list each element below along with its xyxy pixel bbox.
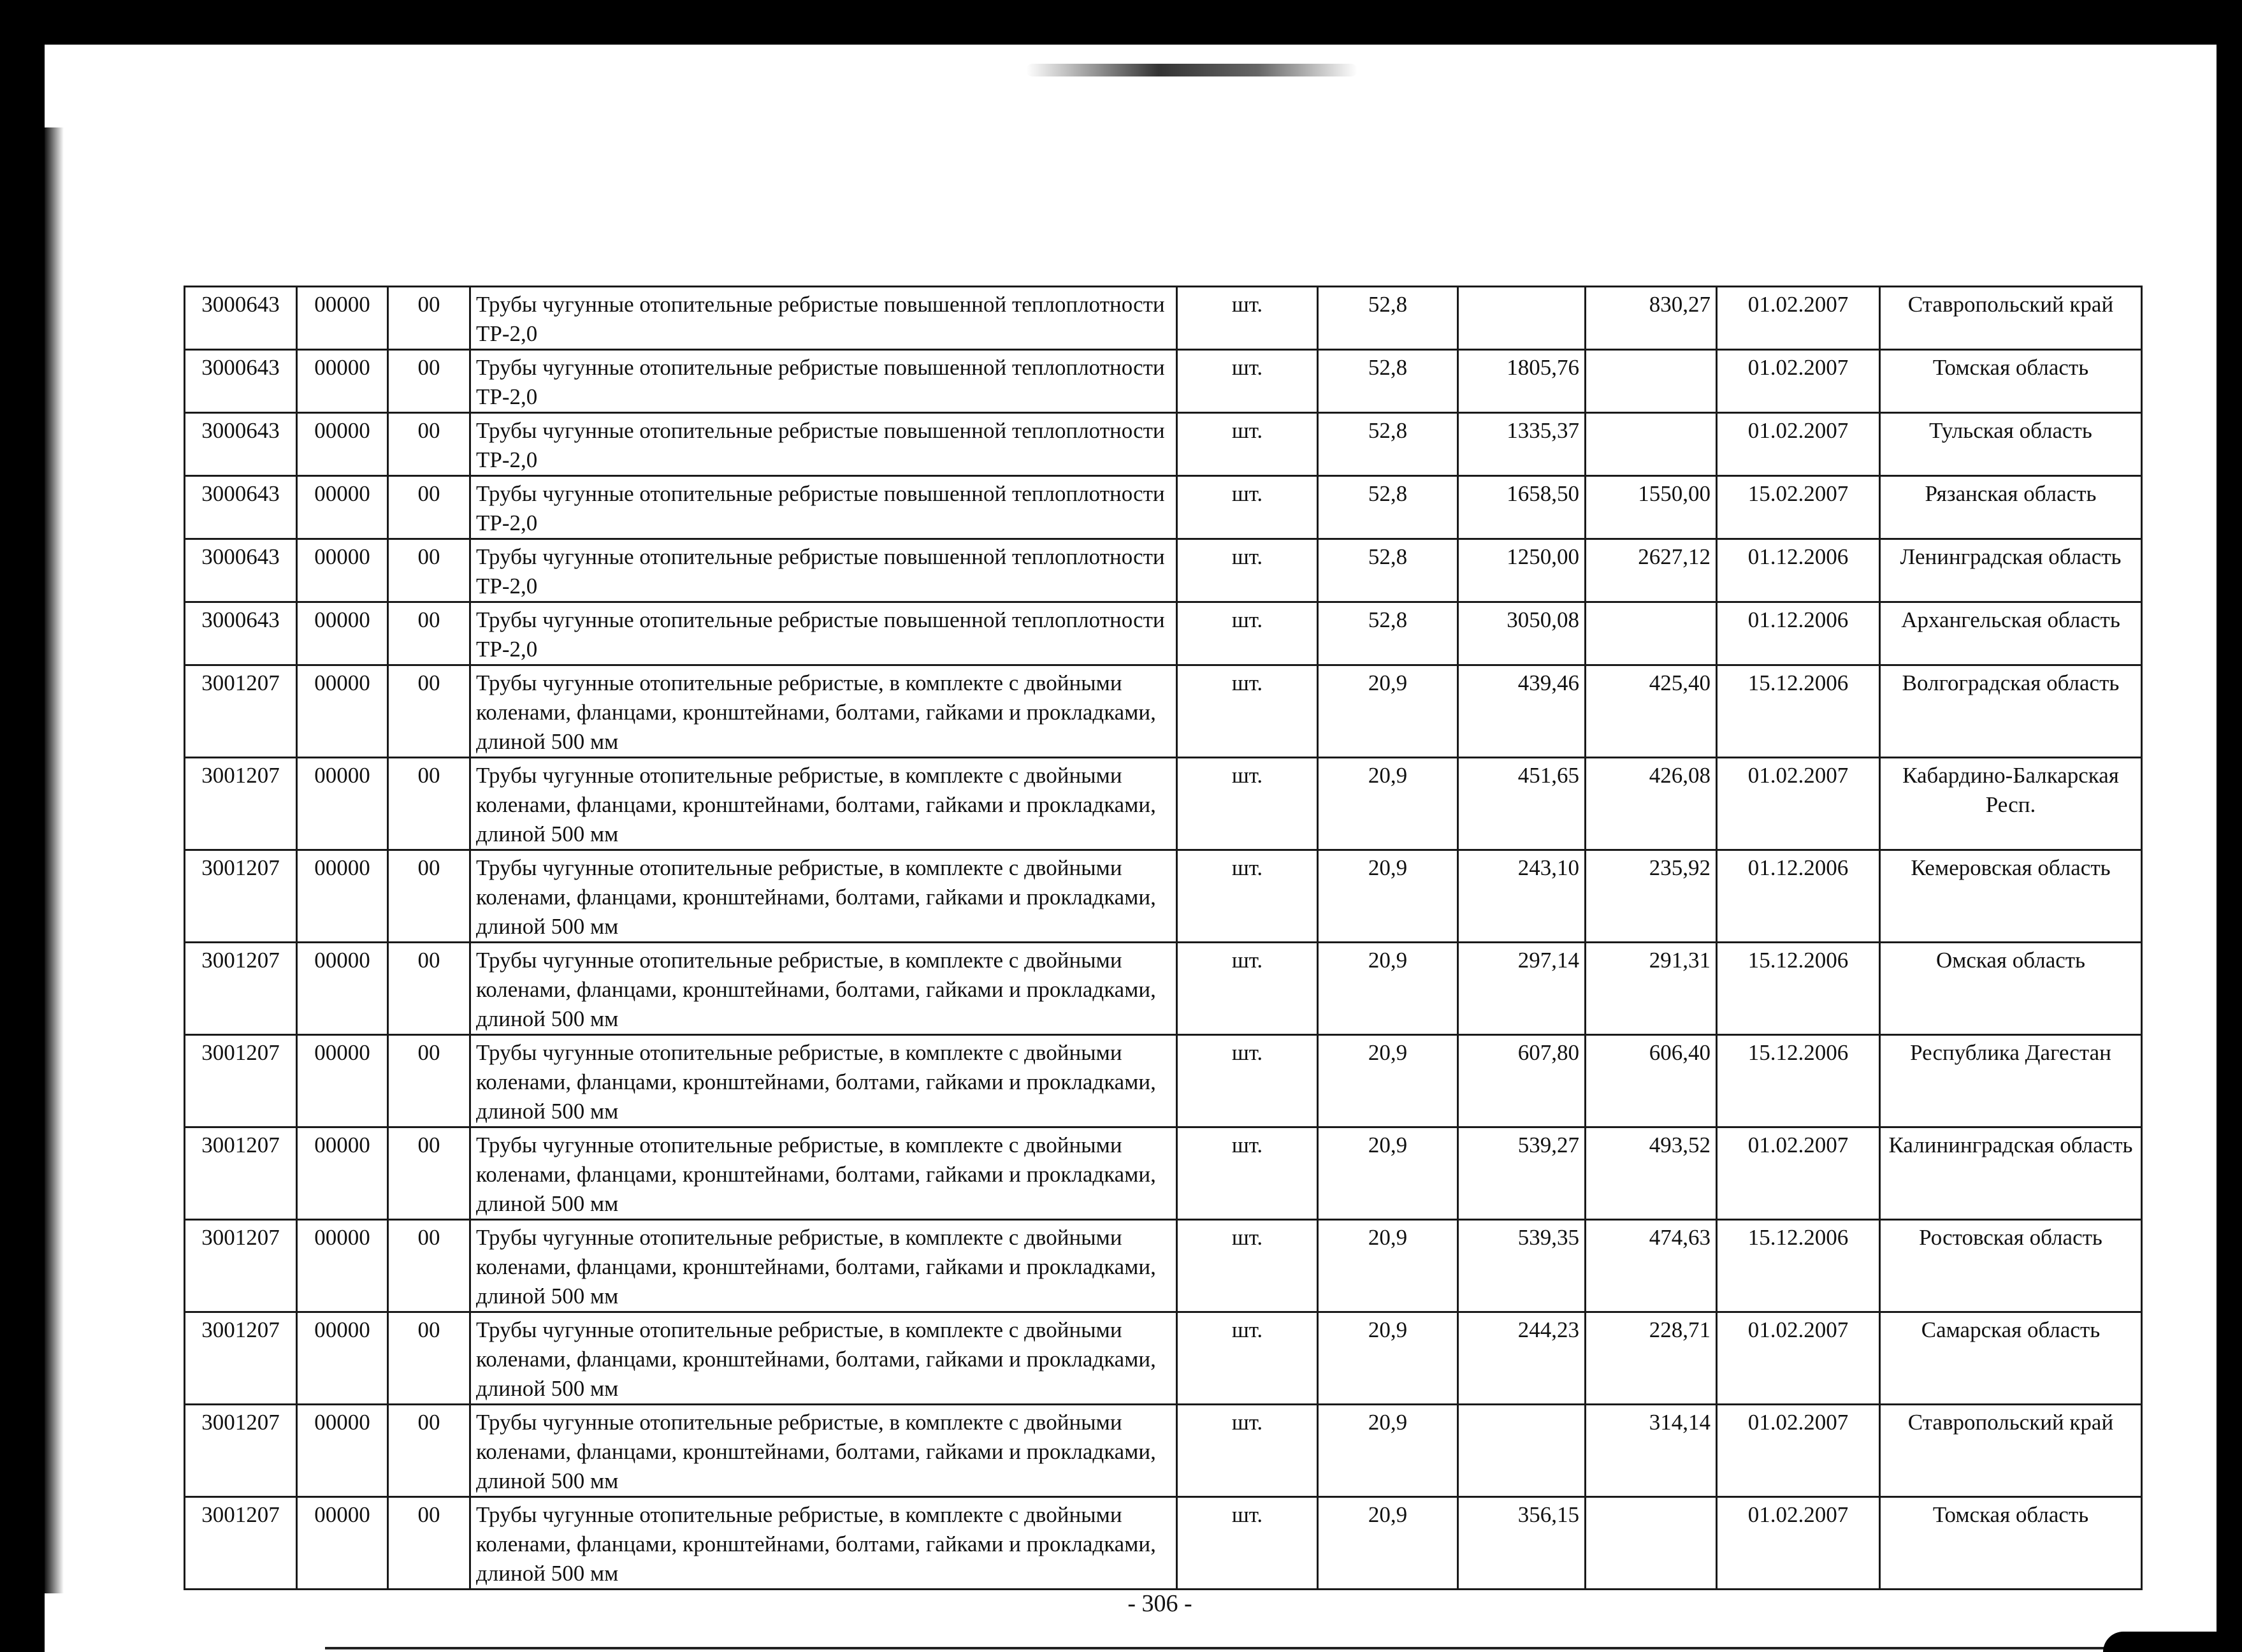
number-cell: 00 — [388, 1312, 470, 1405]
region-cell: Кабардино-Балкарская Респ. — [1880, 758, 2142, 850]
subcode-cell: 00000 — [297, 413, 388, 476]
region-cell: Тульская область — [1880, 413, 2142, 476]
code-cell: 3001207 — [185, 1405, 297, 1497]
price-2-cell: 2627,12 — [1586, 539, 1717, 602]
price-2-cell: 228,71 — [1586, 1312, 1717, 1405]
region-cell: Ростовская область — [1880, 1220, 2142, 1312]
code-cell: 3000643 — [185, 539, 297, 602]
code-cell: 3001207 — [185, 1497, 297, 1590]
date-cell: 01.02.2007 — [1717, 1312, 1880, 1405]
region-cell: Волгоградская область — [1880, 665, 2142, 758]
code-cell: 3000643 — [185, 413, 297, 476]
name-cell: Трубы чугунные отопительные ребристые, в комплекте с двойными коленами, фланцами, кронштейнами, болтами, гайками и прокладками, длиной 500 мм — [470, 1497, 1177, 1590]
region-cell: Архангельская область — [1880, 602, 2142, 665]
date-cell: 01.12.2006 — [1717, 539, 1880, 602]
price-1-cell: 244,23 — [1458, 1312, 1586, 1405]
table-row — [185, 350, 2142, 413]
region-cell: Самарская область — [1880, 1312, 2142, 1405]
quantity-cell: 52,8 — [1318, 287, 1458, 350]
table-row — [185, 1497, 2142, 1590]
date-cell: 01.02.2007 — [1717, 1497, 1880, 1590]
date-cell: 15.12.2006 — [1717, 665, 1880, 758]
scan-border-right — [2217, 0, 2242, 1652]
quantity-cell: 20,9 — [1318, 1127, 1458, 1220]
price-2-cell: 1550,00 — [1586, 476, 1717, 539]
region-cell: Ленинградская область — [1880, 539, 2142, 602]
quantity-cell: 20,9 — [1318, 758, 1458, 850]
number-cell: 00 — [388, 602, 470, 665]
date-cell: 15.12.2006 — [1717, 1035, 1880, 1127]
code-cell: 3000643 — [185, 476, 297, 539]
price-1-cell: 1250,00 — [1458, 539, 1586, 602]
quantity-cell: 52,8 — [1318, 350, 1458, 413]
price-2-cell — [1586, 602, 1717, 665]
quantity-cell: 20,9 — [1318, 943, 1458, 1035]
quantity-cell: 52,8 — [1318, 602, 1458, 665]
name-cell: Трубы чугунные отопительные ребристые, в комплекте с двойными коленами, фланцами, кронштейнами, болтами, гайками и прокладками, длиной 500 мм — [470, 1405, 1177, 1497]
table-row — [185, 287, 2142, 350]
name-cell: Трубы чугунные отопительные ребристые повышенной теплоплотности ТР-2,0 — [470, 350, 1177, 413]
subcode-cell: 00000 — [297, 850, 388, 943]
unit-cell: шт. — [1177, 943, 1318, 1035]
number-cell: 00 — [388, 665, 470, 758]
price-1-cell: 297,14 — [1458, 943, 1586, 1035]
price-1-cell: 1335,37 — [1458, 413, 1586, 476]
unit-cell: шт. — [1177, 850, 1318, 943]
subcode-cell: 00000 — [297, 943, 388, 1035]
date-cell: 15.12.2006 — [1717, 1220, 1880, 1312]
name-cell: Трубы чугунные отопительные ребристые, в комплекте с двойными коленами, фланцами, кронштейнами, болтами, гайками и прокладками, длиной 500 мм — [470, 1312, 1177, 1405]
subcode-cell: 00000 — [297, 1127, 388, 1220]
subcode-cell: 00000 — [297, 1312, 388, 1405]
code-cell: 3001207 — [185, 665, 297, 758]
number-cell: 00 — [388, 1220, 470, 1312]
code-cell: 3000643 — [185, 602, 297, 665]
unit-cell: шт. — [1177, 1405, 1318, 1497]
region-cell: Томская область — [1880, 350, 2142, 413]
unit-cell: шт. — [1177, 350, 1318, 413]
quantity-cell: 20,9 — [1318, 1035, 1458, 1127]
page-number: - 306 - — [1127, 1590, 1192, 1617]
price-1-cell — [1458, 1405, 1586, 1497]
region-cell: Ставропольский край — [1880, 1405, 2142, 1497]
name-cell: Трубы чугунные отопительные ребристые, в комплекте с двойными коленами, фланцами, кронштейнами, болтами, гайками и прокладками, длиной 500 мм — [470, 943, 1177, 1035]
price-1-cell: 451,65 — [1458, 758, 1586, 850]
price-2-cell: 474,63 — [1586, 1220, 1717, 1312]
price-2-cell: 606,40 — [1586, 1035, 1717, 1127]
code-cell: 3001207 — [185, 1220, 297, 1312]
table-body — [185, 287, 2142, 1590]
unit-cell: шт. — [1177, 602, 1318, 665]
subcode-cell: 00000 — [297, 287, 388, 350]
number-cell: 00 — [388, 476, 470, 539]
scan-bottom-edge — [325, 1647, 2173, 1649]
subcode-cell: 00000 — [297, 539, 388, 602]
number-cell: 00 — [388, 287, 470, 350]
price-2-cell: 426,08 — [1586, 758, 1717, 850]
name-cell: Трубы чугунные отопительные ребристые, в комплекте с двойными коленами, фланцами, кронштейнами, болтами, гайками и прокладками, длиной 500 мм — [470, 1220, 1177, 1312]
subcode-cell: 00000 — [297, 1405, 388, 1497]
price-1-cell — [1458, 287, 1586, 350]
price-1-cell: 3050,08 — [1458, 602, 1586, 665]
code-cell: 3001207 — [185, 758, 297, 850]
unit-cell: шт. — [1177, 476, 1318, 539]
name-cell: Трубы чугунные отопительные ребристые повышенной теплоплотности ТР-2,0 — [470, 476, 1177, 539]
number-cell: 00 — [388, 1035, 470, 1127]
table-row — [185, 758, 2142, 850]
table-row — [185, 1035, 2142, 1127]
price-2-cell: 493,52 — [1586, 1127, 1717, 1220]
unit-cell: шт. — [1177, 1497, 1318, 1590]
region-cell: Рязанская область — [1880, 476, 2142, 539]
scan-border-top — [0, 0, 2242, 45]
price-1-cell: 356,15 — [1458, 1497, 1586, 1590]
unit-cell: шт. — [1177, 413, 1318, 476]
price-1-cell: 539,35 — [1458, 1220, 1586, 1312]
number-cell: 00 — [388, 1497, 470, 1590]
region-cell: Омская область — [1880, 943, 2142, 1035]
subcode-cell: 00000 — [297, 1220, 388, 1312]
unit-cell: шт. — [1177, 287, 1318, 350]
name-cell: Трубы чугунные отопительные ребристые, в комплекте с двойными коленами, фланцами, кронштейнами, болтами, гайками и прокладками, длиной 500 мм — [470, 665, 1177, 758]
name-cell: Трубы чугунные отопительные ребристые повышенной теплоплотности ТР-2,0 — [470, 602, 1177, 665]
quantity-cell: 20,9 — [1318, 850, 1458, 943]
number-cell: 00 — [388, 758, 470, 850]
region-cell: Ставропольский край — [1880, 287, 2142, 350]
unit-cell: шт. — [1177, 1312, 1318, 1405]
unit-cell: шт. — [1177, 539, 1318, 602]
price-1-cell: 607,80 — [1458, 1035, 1586, 1127]
price-2-cell — [1586, 350, 1717, 413]
date-cell: 15.12.2006 — [1717, 943, 1880, 1035]
name-cell: Трубы чугунные отопительные ребристые, в комплекте с двойными коленами, фланцами, кронштейнами, болтами, гайками и прокладками, длиной 500 мм — [470, 1127, 1177, 1220]
quantity-cell: 20,9 — [1318, 1405, 1458, 1497]
code-cell: 3001207 — [185, 1127, 297, 1220]
unit-cell: шт. — [1177, 1035, 1318, 1127]
unit-cell: шт. — [1177, 665, 1318, 758]
region-cell: Кемеровская область — [1880, 850, 2142, 943]
code-cell: 3001207 — [185, 1035, 297, 1127]
price-2-cell — [1586, 1497, 1717, 1590]
subcode-cell: 00000 — [297, 350, 388, 413]
price-1-cell: 539,27 — [1458, 1127, 1586, 1220]
unit-cell: шт. — [1177, 1220, 1318, 1312]
code-cell: 3000643 — [185, 287, 297, 350]
date-cell: 01.02.2007 — [1717, 350, 1880, 413]
quantity-cell: 20,9 — [1318, 1312, 1458, 1405]
date-cell: 01.02.2007 — [1717, 413, 1880, 476]
table-row — [185, 943, 2142, 1035]
price-1-cell: 243,10 — [1458, 850, 1586, 943]
date-cell: 15.02.2007 — [1717, 476, 1880, 539]
table-row — [185, 850, 2142, 943]
date-cell: 01.02.2007 — [1717, 1127, 1880, 1220]
name-cell: Трубы чугунные отопительные ребристые, в комплекте с двойными коленами, фланцами, кронштейнами, болтами, гайками и прокладками, длиной 500 мм — [470, 850, 1177, 943]
table-row — [185, 1220, 2142, 1312]
subcode-cell: 00000 — [297, 602, 388, 665]
table-row — [185, 665, 2142, 758]
scan-bottom-corner — [2103, 1632, 2218, 1652]
quantity-cell: 52,8 — [1318, 539, 1458, 602]
code-cell: 3001207 — [185, 1312, 297, 1405]
scan-border-left — [0, 0, 45, 1652]
code-cell: 3001207 — [185, 850, 297, 943]
table-row — [185, 413, 2142, 476]
price-2-cell: 291,31 — [1586, 943, 1717, 1035]
date-cell: 01.02.2007 — [1717, 287, 1880, 350]
number-cell: 00 — [388, 850, 470, 943]
price-2-cell: 314,14 — [1586, 1405, 1717, 1497]
code-cell: 3000643 — [185, 350, 297, 413]
quantity-cell: 52,8 — [1318, 476, 1458, 539]
price-1-cell: 1805,76 — [1458, 350, 1586, 413]
quantity-cell: 52,8 — [1318, 413, 1458, 476]
name-cell: Трубы чугунные отопительные ребристые, в комплекте с двойными коленами, фланцами, кронштейнами, болтами, гайками и прокладками, длиной 500 мм — [470, 758, 1177, 850]
number-cell: 00 — [388, 539, 470, 602]
unit-cell: шт. — [1177, 758, 1318, 850]
price-2-cell — [1586, 413, 1717, 476]
subcode-cell: 00000 — [297, 665, 388, 758]
subcode-cell: 00000 — [297, 1497, 388, 1590]
price-1-cell: 1658,50 — [1458, 476, 1586, 539]
date-cell: 01.12.2006 — [1717, 602, 1880, 665]
number-cell: 00 — [388, 943, 470, 1035]
quantity-cell: 20,9 — [1318, 1497, 1458, 1590]
date-cell: 01.02.2007 — [1717, 758, 1880, 850]
unit-cell: шт. — [1177, 1127, 1318, 1220]
code-cell: 3001207 — [185, 943, 297, 1035]
table-row — [185, 1312, 2142, 1405]
date-cell: 01.02.2007 — [1717, 1405, 1880, 1497]
subcode-cell: 00000 — [297, 1035, 388, 1127]
table-row — [185, 1127, 2142, 1220]
number-cell: 00 — [388, 1405, 470, 1497]
region-cell: Томская область — [1880, 1497, 2142, 1590]
subcode-cell: 00000 — [297, 758, 388, 850]
scan-artifact — [1026, 64, 1357, 76]
number-cell: 00 — [388, 1127, 470, 1220]
region-cell: Калининградская область — [1880, 1127, 2142, 1220]
name-cell: Трубы чугунные отопительные ребристые повышенной теплоплотности ТР-2,0 — [470, 287, 1177, 350]
number-cell: 00 — [388, 413, 470, 476]
name-cell: Трубы чугунные отопительные ребристые, в комплекте с двойными коленами, фланцами, кронштейнами, болтами, гайками и прокладками, длиной 500 мм — [470, 1035, 1177, 1127]
date-cell: 01.12.2006 — [1717, 850, 1880, 943]
table-row — [185, 539, 2142, 602]
price-2-cell: 425,40 — [1586, 665, 1717, 758]
price-table — [184, 286, 2143, 1590]
price-2-cell: 235,92 — [1586, 850, 1717, 943]
scan-edge-shadow — [45, 127, 64, 1593]
quantity-cell: 20,9 — [1318, 1220, 1458, 1312]
table-row — [185, 1405, 2142, 1497]
table-row — [185, 476, 2142, 539]
region-cell: Республика Дагестан — [1880, 1035, 2142, 1127]
number-cell: 00 — [388, 350, 470, 413]
price-2-cell: 830,27 — [1586, 287, 1717, 350]
name-cell: Трубы чугунные отопительные ребристые повышенной теплоплотности ТР-2,0 — [470, 413, 1177, 476]
name-cell: Трубы чугунные отопительные ребристые повышенной теплоплотности ТР-2,0 — [470, 539, 1177, 602]
subcode-cell: 00000 — [297, 476, 388, 539]
price-1-cell: 439,46 — [1458, 665, 1586, 758]
table-row — [185, 602, 2142, 665]
quantity-cell: 20,9 — [1318, 665, 1458, 758]
